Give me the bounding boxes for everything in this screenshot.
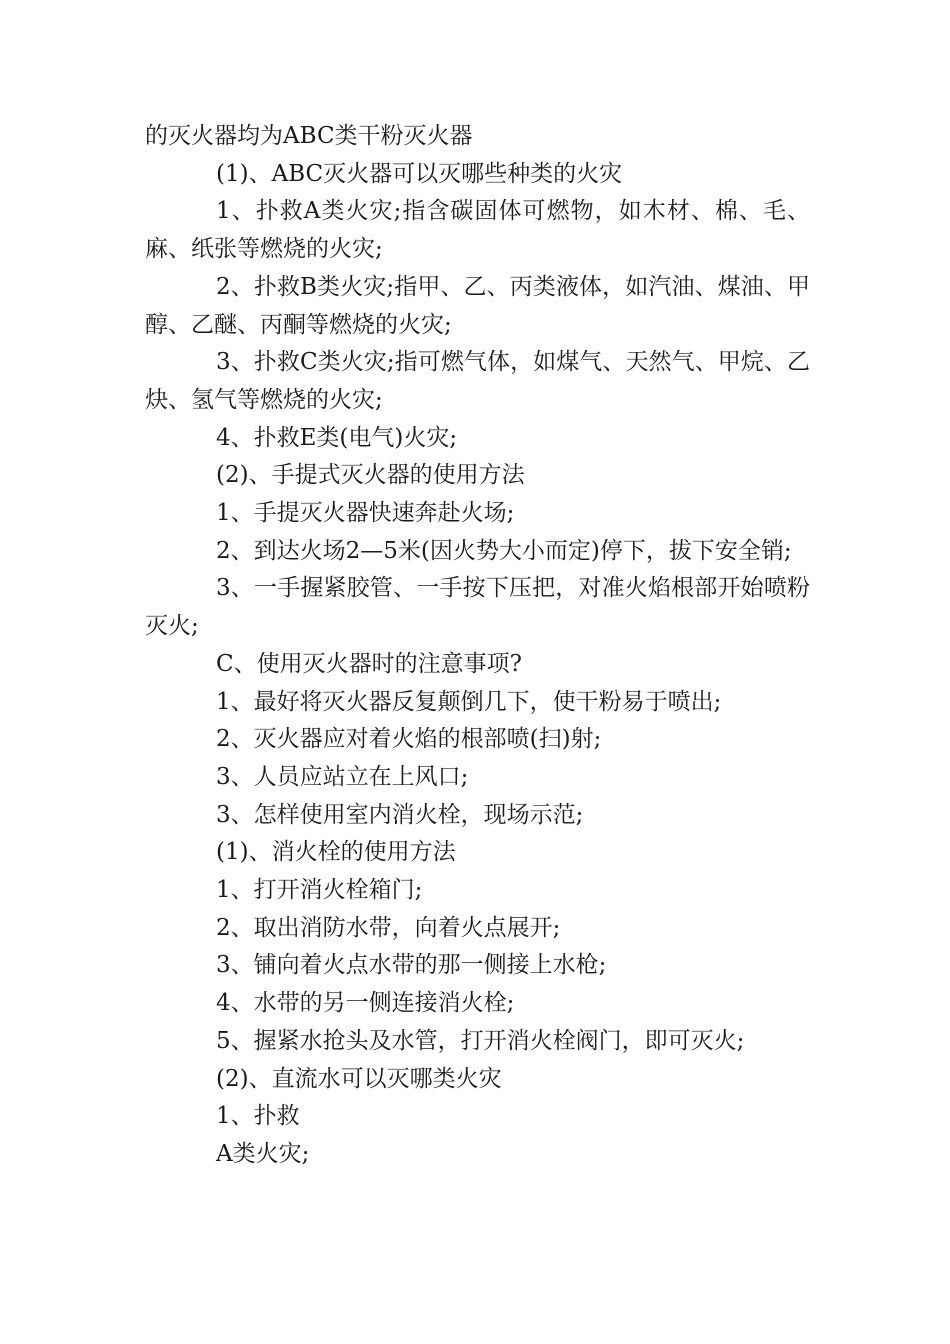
paragraph-1: 的灭火器均为ABC类干粉灭火器 (145, 123, 473, 149)
paragraph-6: 4、扑救E类(电气)火灾; (216, 424, 458, 451)
paragraph-24: A类火灾; (216, 1140, 310, 1167)
paragraph-16: (1)、消火栓的使用方法 (216, 839, 456, 866)
paragraph-5: 3、扑救C类火灾;指可燃气体，如煤气、天然气、甲烷、乙炔、氢气等燃烧的火灾; (145, 349, 810, 413)
paragraph-19: 3、铺向着火点水带的那一侧接上水枪; (216, 952, 607, 979)
paragraph-14: 3、人员应站立在上风口; (216, 763, 469, 790)
paragraph-20: 4、水带的另一侧连接消火栓; (216, 990, 515, 1017)
paragraph-13: 2、灭火器应对着火焰的根部喷(扫)射; (216, 726, 602, 753)
paragraph-22: (2)、直流水可以灭哪类火灾 (216, 1065, 502, 1092)
paragraph-11: C、使用灭火器时的注意事项? (216, 650, 522, 677)
paragraph-3: 1、扑救A类火灾;指含碳固体可燃物，如木材、棉、毛、麻、纸张等燃烧的火灾; (145, 198, 810, 263)
paragraph-2: (1)、ABC灭火器可以灭哪些种类的火灾 (216, 160, 623, 187)
paragraph-21: 5、握紧水抢头及水管，打开消火栓阀门，即可灭火; (216, 1027, 745, 1054)
paragraph-8: 1、手提灭火器快速奔赴火场; (216, 500, 515, 527)
document-body (145, 118, 810, 1174)
paragraph-23: 1、扑救 (216, 1103, 300, 1130)
paragraph-4: 2、扑救B类火灾;指甲、乙、丙类液体，如汽油、煤油、甲醇、乙醚、丙酮等燃烧的火灾; (145, 273, 810, 338)
paragraph-12: 1、最好将灭火器反复颠倒几下，使干粉易于喷出; (216, 688, 722, 715)
paragraph-18: 2、取出消防水带，向着火点展开; (216, 914, 561, 941)
paragraph-15: 3、怎样使用室内消火栓，现场示范; (216, 801, 584, 828)
paragraph-7: (2)、手提式灭火器的使用方法 (216, 462, 525, 489)
paragraph-17: 1、打开消火栓箱门; (216, 877, 423, 904)
paragraph-10: 3、一手握紧胶管、一手按下压把，对准火焰根部开始喷粉灭火; (145, 575, 810, 640)
paragraph-9: 2、到达火场2—5米(因火势大小而定)停下，拔下安全销; (216, 537, 792, 564)
